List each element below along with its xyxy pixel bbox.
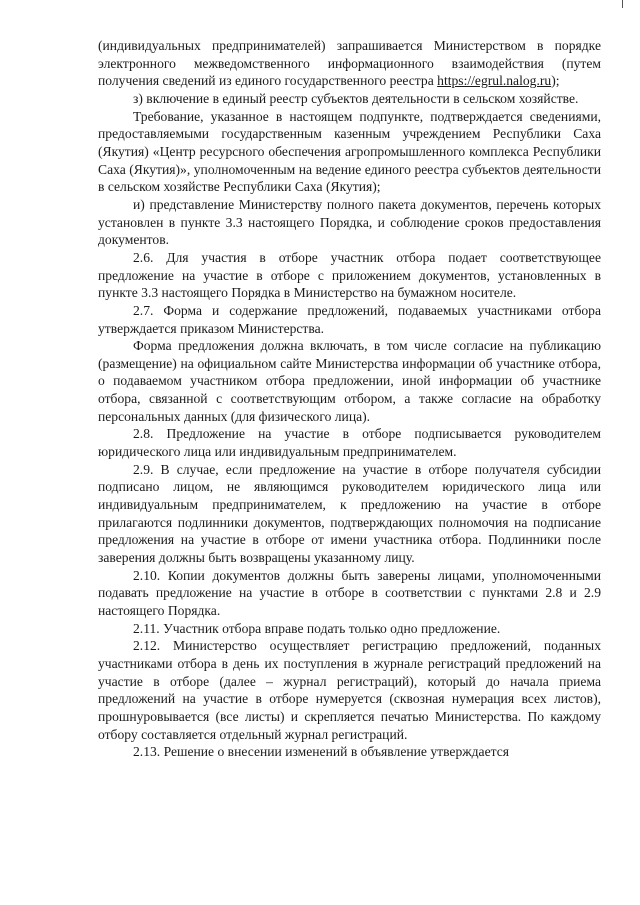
paragraph-2-8: 2.8. Предложение на участие в отборе подписывается руководителем юридического лица или индивидуальным предпринимателем. — [98, 426, 601, 460]
paragraph-egrul-request — [98, 37, 601, 90]
paragraph-2-6: 2.6. Для участия в отборе участник отбора подает соответствующее предложение на участие в отборе с приложением документов, установленных в пункте 3.3 настоящего Порядка в Министерство на бумажном носителе. — [98, 249, 601, 301]
paragraph-text: ); — [551, 73, 560, 89]
document-body — [98, 37, 601, 761]
paragraph-2-12: 2.12. Министерство осуществляет регистрацию предложений, поданных участниками отбора в день их поступления в журнале регистраций предложений на участие в отборе (далее – журнал регистраций), который до начала приема предложений на участие в отборе нумеруется (сквозная нумерация всех листов), прошнуровывается (все листы) и скрепляется печатью Министерства. По каждому отбору составляется отдельный журнал регистраций. — [98, 638, 601, 742]
paragraph-requirement: Требование, указанное в настоящем подпункте, подтверждается сведениями, предоставляемыми государственным казенным учреждением Республики Саха (Якутия) «Центр ресурсного обеспечения агропромышленного комплекса Республики Саха (Якутия)», уполномоченным на ведение единого реестра субъектов деятельности в сельском хозяйстве Республики Саха (Якутия); — [98, 108, 601, 195]
egrul-link[interactable]: https://egrul.nalog.ru — [437, 73, 552, 89]
paragraph-2-7: 2.7. Форма и содержание предложений, подаваемых участниками отбора утверждается приказом Министерства. — [98, 302, 601, 336]
paragraph-2-13: 2.13. Решение о внесении изменений в объявление утверждается — [133, 744, 510, 760]
paragraph-2-10: 2.10. Копии документов должны быть заверены лицами, уполномоченными подавать предложение на участие в отборе в соответствии с пунктами 2.8 и 2.9 настоящего Порядка. — [98, 567, 601, 618]
paragraph-2-11: 2.11. Участник отбора вправе подать только одно предложение. — [133, 620, 501, 636]
scan-mark — [622, 0, 623, 8]
paragraph-2-9: 2.9. В случае, если предложение на участие в отборе получателя субсидии подписано лицом, не являющимся руководителем юридического лица или индивидуальным предпринимателем, к предложению на участие в отборе прилагаются подлинники документов, подтверждающих полномочия на подписание предложения на участие в отборе от имени участника отбора. Подлинники после заверения должны быть возвращены указанному лицу. — [98, 461, 601, 566]
paragraph-item-i: и) представление Министерству полного пакета документов, перечень которых установлен в пункте 3.3 настоящего Порядка, и соблюдение сроков предоставления документов. — [98, 196, 601, 248]
paragraph-form: Форма предложения должна включать, в том числе согласие на публикацию (размещение) на официальном сайте Министерства информации об участнике отбора, о подаваемом участником отбора предложении, иной информации об участнике отбора, связанной с соответствующим отбором, а также согласие на обработку персональных данных (для физического лица). — [98, 338, 601, 424]
paragraph-text: (индивидуальных предпринимателей) запрашивается Министерством в порядке электронного межведомственного информационного взаимодействия (путем получения сведений из единого государственного реестра — [98, 38, 601, 89]
paragraph-item-z: з) включение в единый реестр субъектов деятельности в сельском хозяйстве. — [133, 90, 579, 106]
